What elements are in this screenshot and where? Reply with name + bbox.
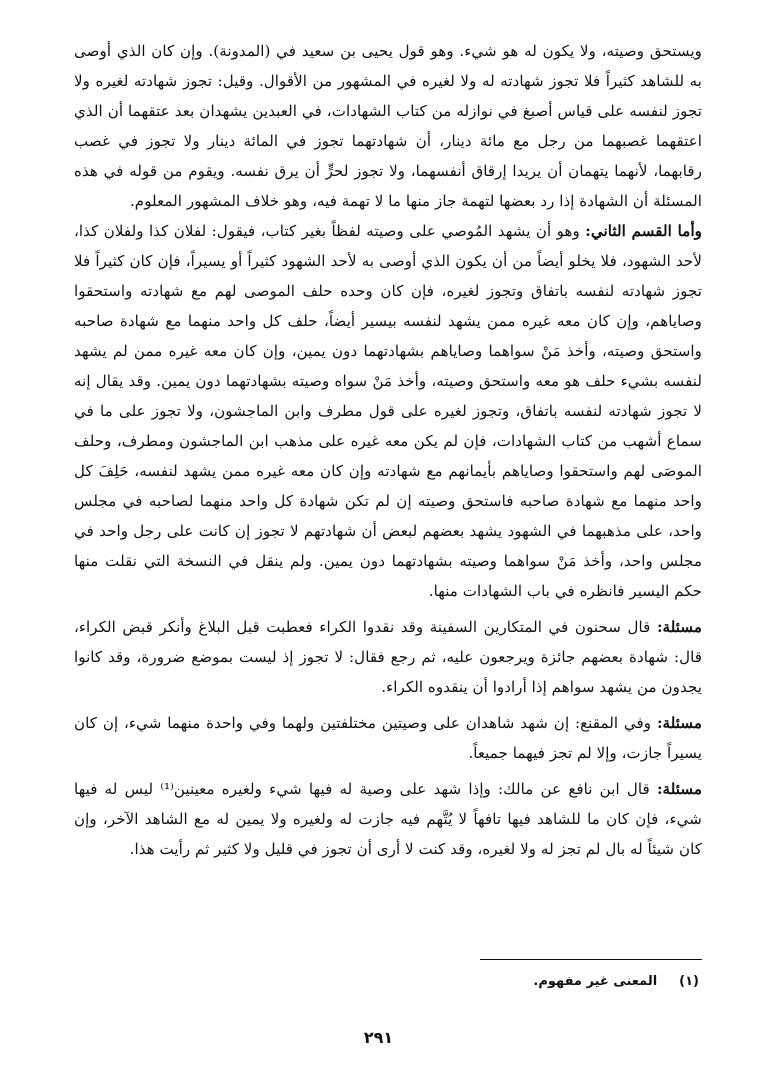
footnote-number: (١)	[679, 974, 699, 989]
section-heading: وأما القسم الثاني:	[585, 222, 702, 240]
footnote	[533, 974, 699, 989]
page-body	[74, 36, 702, 864]
paragraph-5	[74, 774, 702, 864]
footnote-divider	[480, 959, 702, 960]
paragraph-text: قال سحنون في المتكارين السفينة وقد نقدوا الكراء فعطبت قبل البلاغ وأنكر قبض الكراء، قال: شهادة بعضهم جائزة ويرجعون عليه، ثم رجع فقال: لا تجوز إذ ليست بموضع ضرورة، وقد كانوا يجدون من يشهد سواهم إذا أرادوا أن ينقدوه الكراء.	[74, 618, 702, 696]
paragraph-1	[74, 36, 702, 216]
issue-label: مسئلة:	[656, 618, 702, 636]
issue-label: مسئلة:	[656, 780, 702, 798]
paragraph-text: وفي المقنع: إن شهد شاهدان على وصيتين مختلفتين ولهما وفي واحدة منهما شيء، إن كان يسيراً جازت، وإلا لم تجز فيهما جميعاً.	[74, 714, 702, 762]
paragraph-3	[74, 612, 702, 702]
page-number: ٢٩١	[363, 1028, 394, 1047]
paragraph-text: قال ابن نافع عن مالك: وإذا شهد على وصية له فيها شيء ولغيره معينين⁽¹⁾ ليس له فيها شيء، فإن كان ما للشاهد فيها تافهاً لا يُتَّهم فيه جازت له ولغيره ولا يمين له مع الشاهد الآخر، وإن كان شيئاً له بال لم تجز له ولا لغيره، وقد كنت لا أرى أن تجوز في قليل ولا كثير ثم رأيت هذا.	[74, 780, 702, 858]
footnote-text: المعنى غير مفهوم.	[533, 974, 658, 989]
paragraph-text: وهو أن يشهد المُوصي على وصيته لفظاً بغير كتاب، فيقول: لفلان كذا ولفلان كذا، لأحد الشهود، فلا يخلو أيضاً من أن يكون الذي أوصى به لأحد الشهود كثيراً أو يسيراً، فإن كان كثيراً فلا تجوز شهادته لنفسه باتفاق وتجوز لغيره، فإن كان وحده حلف الموصى لهم مع شهادته واستحقوا وصاياهم، وإن كان معه غيره ممن يشهد لنفسه بيسير أيضاً، حلف كل واحد منهما مع شهادة صاحبه واستحق وصيته، وأخذ مَنْ سواهما وصاياهم بشهادتهما دون يمين، وإن كان معه غيره ممن لم يشهد لنفسه بشيء حلف هو معه واستحق وصيته، وأخذ مَنْ سواه وصيته بشهادتهما دون يمين. وقد يقال إنه لا تجوز شهادته لنفسه باتفاق، وتجوز لغيره على قول مطرف وابن الماجشون، ولا تجوز على ما في سماع أشهب من كتاب الشهادات، فإن لم يكن معه غيره على مذهب ابن الماجشون ومطرف، وحلف الموصَى لهم واستحقوا وصاياهم بأيمانهم مع شهادته وإن كان معه غيره ممن يشهد لنفسه، حَلِفَ كل واحد منهما مع شهادة صاحبه فاستحق وصيته إن لم تكن شهادة كل واحد منهما لصاحبه في مجلس واحد، على مذهبهما في الشهود يشهد بعضهم لبعض أن شهادتهم لا تجوز إن كانت على رجل واحد في مجلس واحد، وأخذ مَنْ سواهما وصيته بشهادتهما دون يمين. ولم ينقل في النسخة التي نقلت منها حكم اليسير فانظره في باب الشهادات منها.	[74, 222, 702, 600]
issue-label: مسئلة:	[656, 714, 702, 732]
paragraph-2	[74, 216, 702, 606]
paragraph-text: ويستحق وصيته، ولا يكون له هو شيء. وهو قول يحيى بن سعيد في (المدونة). وإن كان الذي أوصى به للشاهد كثيراً فلا تجوز شهادته له ولا لغيره في المشهور من الأقوال. وقيل: تجوز شهادته لغيره ولا تجوز لنفسه على قياس أصبغ في نوازله من كتاب الشهادات، في العبدين يشهدان بعد عتقهما أن الذي اعتقهما غصبهما من رجل مع مائة دينار، أن شهادتهما تجوز في المائة دينار ولا تجوز في غصب رقابهما، لأنهما يتهمان أن يريدا إرقاق أنفسهما، ولا تجوز لحرٍّ أن يرق نفسه. ويقوم من قوله في هذه المسئلة أن الشهادة إذا رد بعضها لتهمة جاز منها ما لا تهمة فيه، وهو خلاف المشهور المعلوم.	[74, 42, 702, 210]
paragraph-4	[74, 708, 702, 768]
